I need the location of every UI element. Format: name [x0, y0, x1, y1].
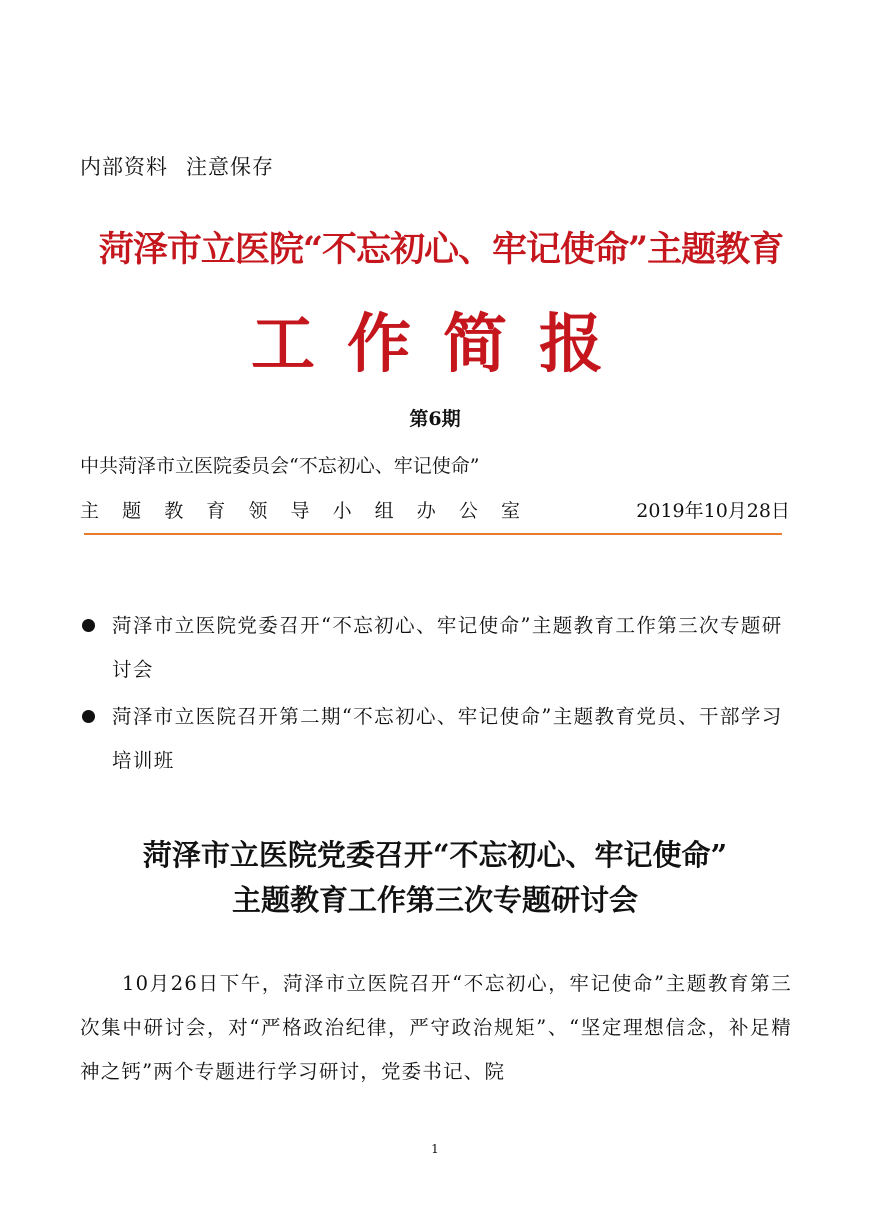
toc-item[interactable] [80, 604, 792, 692]
masthead-subtitle: 工作简报 [251, 307, 635, 382]
page-number: 1 [431, 1142, 439, 1156]
article-title-line-1: 菏泽市立医院党委召开“不忘初心、牢记使命” [142, 838, 728, 872]
issuer-char: 公 [458, 500, 478, 522]
issuer-line-2 [80, 496, 520, 523]
issuer-char: 领 [248, 500, 268, 522]
issuer-char: 主 [80, 500, 100, 522]
issue-number: 第6期 [409, 408, 461, 430]
issuer-char: 小 [332, 500, 352, 522]
classification-keep: 注意保存 [186, 155, 274, 179]
header-divider [84, 533, 782, 535]
classification-label [80, 151, 274, 181]
issuer-char: 育 [206, 500, 226, 522]
bullet-icon [82, 710, 95, 723]
issuer-char: 室 [500, 500, 520, 522]
issuer-char: 题 [122, 500, 142, 522]
toc-item-text: 菏泽市立医院党委召开“不忘初心、牢记使命”主题教育工作第三次专题研讨会 [112, 614, 783, 681]
article-title [0, 833, 870, 923]
classification-internal: 内部资料 [80, 155, 168, 179]
toc-item-text: 菏泽市立医院召开第二期“不忘初心、牢记使命”主题教育党员、干部学习培训班 [112, 705, 783, 772]
issuer-char: 教 [164, 500, 184, 522]
issue-date: 2019年10月28日 [636, 500, 790, 522]
toc-item[interactable] [80, 695, 792, 783]
issuer-char: 组 [374, 500, 394, 522]
article-title-line-2: 主题教育工作第三次专题研讨会 [231, 883, 638, 917]
table-of-contents [80, 604, 792, 786]
article-paragraph: 10月26日下午，菏泽市立医院召开“不忘初心，牢记使命”主题教育第三次集中研讨会，对“严格政治纪律，严守政治规矩”、“坚定理想信念，补足精神之钙”两个专题进行学习研讨，党委书记、院 [80, 972, 792, 1083]
issuer-char: 导 [290, 500, 310, 522]
masthead-title: 菏泽市立医院“不忘初心、牢记使命”主题教育 [98, 229, 784, 270]
issuer-line-1: 中共菏泽市立医院委员会“不忘初心、牢记使命” [80, 455, 480, 477]
issuer-char: 办 [416, 500, 436, 522]
bullet-icon [82, 619, 95, 632]
